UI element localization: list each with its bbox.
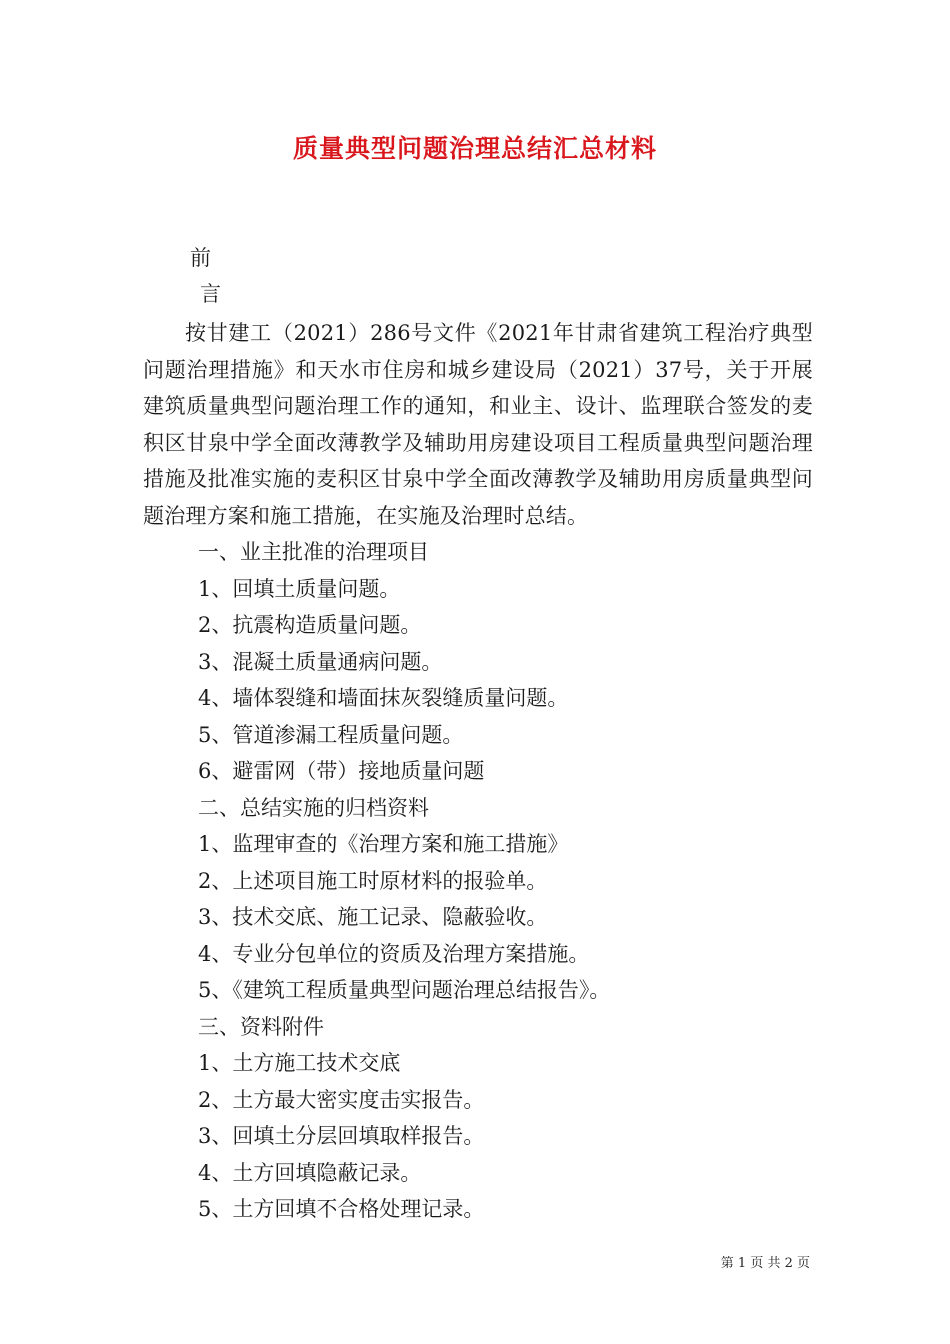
- preface-heading-char-1: 前: [190, 246, 211, 270]
- list-item: 2、土方最大密实度击实报告。: [198, 1087, 485, 1112]
- list-item: 3、混凝土质量通病问题。: [198, 649, 443, 674]
- section-heading-archive-materials: 二、总结实施的归档资料: [198, 795, 429, 820]
- page-number-footer: 第 1 页 共 2 页: [720, 1256, 810, 1271]
- list-item: 1、土方施工技术交底: [198, 1051, 401, 1075]
- list-item: 5、土方回填不合格处理记录。: [198, 1197, 485, 1221]
- list-item: 2、上述项目施工时原材料的报验单。: [198, 868, 548, 893]
- document-title: 质量典型问题治理总结汇总材料: [292, 134, 657, 163]
- list-item: 4、土方回填隐蔽记录。: [198, 1160, 422, 1185]
- intro-paragraph: 按甘建工（2021）286号文件《2021年甘肃省建筑工程治疗典型问题治理措施》和天水市住房和城乡建设局（2021）37号，关于开展建筑质量典型问题治理工作的通知，和业主、设计、监理联合签发的麦积区甘泉中学全面改薄教学及辅助用房建设项目工程质量典型问题治理措施及批准实施的麦积区甘泉中学全面改薄教学及辅助用房质量典型问题治理方案和施工措施，在实施及治理时总结。: [143, 321, 813, 528]
- list-item: 3、回填土分层回填取样报告。: [198, 1124, 485, 1148]
- list-item: 1、监理审查的《治理方案和施工措施》: [198, 832, 569, 856]
- preface-heading-char-2: 言: [200, 282, 221, 306]
- section-heading-approved-items: 一、业主批准的治理项目: [198, 540, 429, 564]
- list-item: 3、技术交底、施工记录、隐蔽验收。: [198, 905, 548, 929]
- list-item: 6、避雷网（带）接地质量问题: [198, 759, 485, 783]
- list-item: 4、专业分包单位的资质及治理方案措施。: [198, 941, 590, 966]
- list-item: 2、抗震构造质量问题。: [198, 613, 422, 637]
- list-item: 5、《建筑工程质量典型问题治理总结报告》。: [198, 978, 611, 1002]
- list-item: 5、管道渗漏工程质量问题。: [198, 722, 464, 747]
- list-item: 1、回填土质量问题。: [198, 576, 401, 601]
- list-item: 4、墙体裂缝和墙面抹灰裂缝质量问题。: [198, 686, 569, 710]
- section-heading-attachments: 三、资料附件: [198, 1014, 324, 1039]
- content-list: [198, 534, 610, 1228]
